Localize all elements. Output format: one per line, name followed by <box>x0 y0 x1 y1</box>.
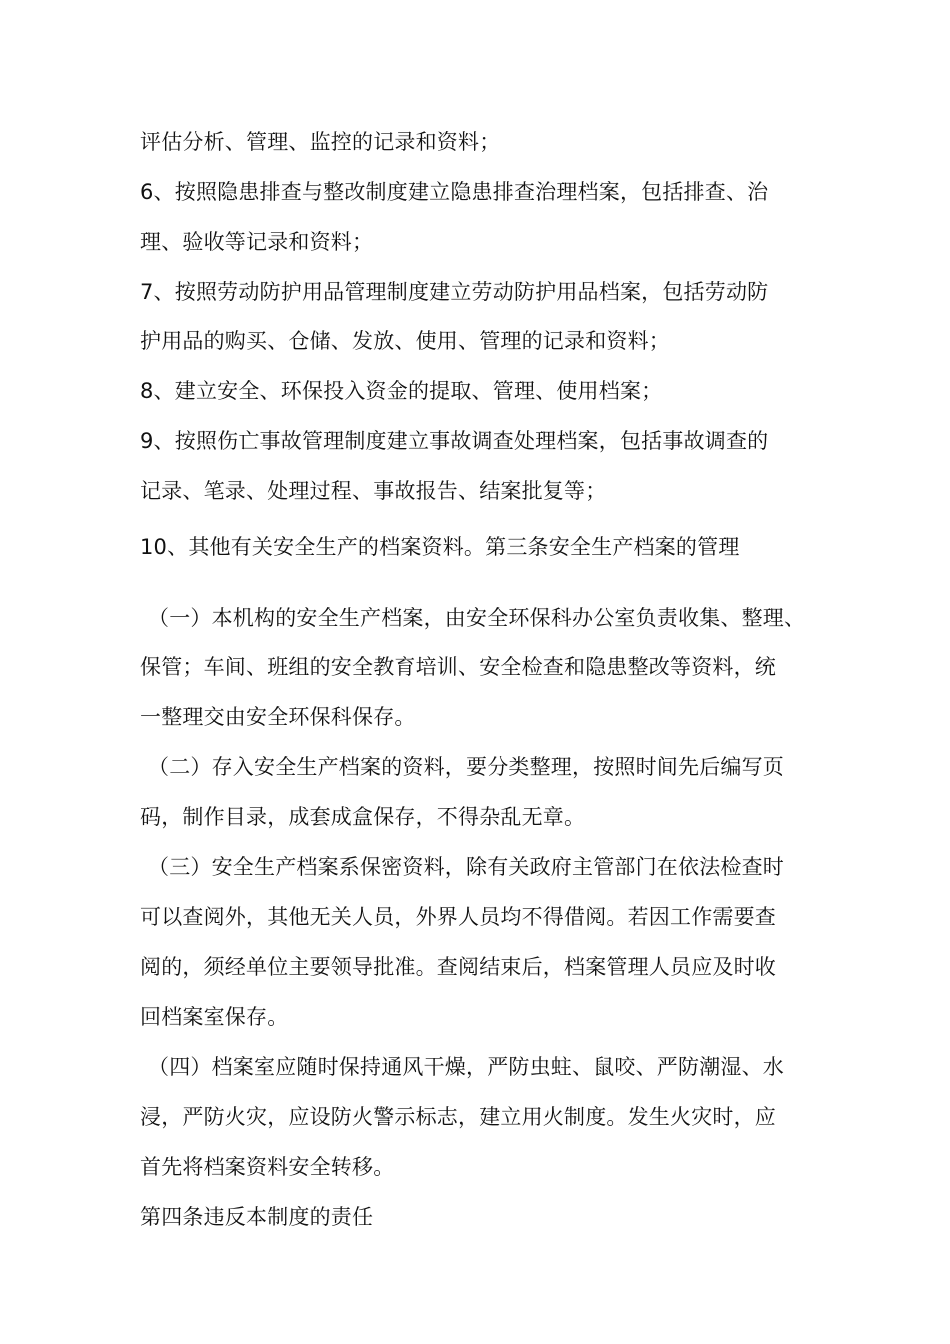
text-line-11: 保管；车间、班组的安全教育培训、安全检查和隐患整改等资料，统 <box>140 655 776 679</box>
text-line-12: 一整理交由安全环保科保存。 <box>140 705 416 729</box>
text-line-15: （三）安全生产档案系保密资料，除有关政府主管部门在依法检查时 <box>148 855 784 879</box>
text-line-20: 浸，严防火灾，应设防火警示标志，建立用火制度。发生火灾时，应 <box>140 1105 776 1129</box>
text-line-7: 9、按照伤亡事故管理制度建立事故调查处理档案，包括事故调查的 <box>140 429 769 453</box>
section-heading: 第四条违反本制度的责任 <box>140 1205 374 1229</box>
text-line-19: （四）档案室应随时保持通风干燥，严防虫蛀、鼠咬、严防潮湿、水 <box>148 1055 784 1079</box>
text-line-1: 评估分析、管理、监控的记录和资料； <box>140 130 501 154</box>
text-line-9: 10、其他有关安全生产的档案资料。第三条安全生产档案的管理 <box>140 535 740 559</box>
text-line-3: 理、验收等记录和资料； <box>140 230 374 254</box>
text-line-6: 8、建立安全、环保投入资金的提取、管理、使用档案； <box>140 379 663 403</box>
text-line-21: 首先将档案资料安全转移。 <box>140 1155 395 1179</box>
text-line-17: 阅的，须经单位主要领导批准。查阅结束后，档案管理人员应及时收 <box>140 955 776 979</box>
text-line-2: 6、按照隐患排查与整改制度建立隐患排查治理档案，包括排查、治 <box>140 180 769 204</box>
text-line-18: 回档案室保存。 <box>140 1005 289 1029</box>
text-line-4: 7、按照劳动防护用品管理制度建立劳动防护用品档案，包括劳动防 <box>140 280 769 304</box>
text-line-5: 护用品的购买、仓储、发放、使用、管理的记录和资料； <box>140 329 670 353</box>
text-line-14: 码，制作目录，成套成盒保存，不得杂乱无章。 <box>140 805 586 829</box>
text-line-10: （一）本机构的安全生产档案，由安全环保科办公室负责收集、整理、 <box>148 606 806 630</box>
text-line-8: 记录、笔录、处理过程、事故报告、结案批复等； <box>140 479 607 503</box>
text-line-16: 可以查阅外，其他无关人员，外界人员均不得借阅。若因工作需要查 <box>140 905 776 929</box>
text-line-13: （二）存入安全生产档案的资料，要分类整理，按照时间先后编写页 <box>148 755 784 779</box>
